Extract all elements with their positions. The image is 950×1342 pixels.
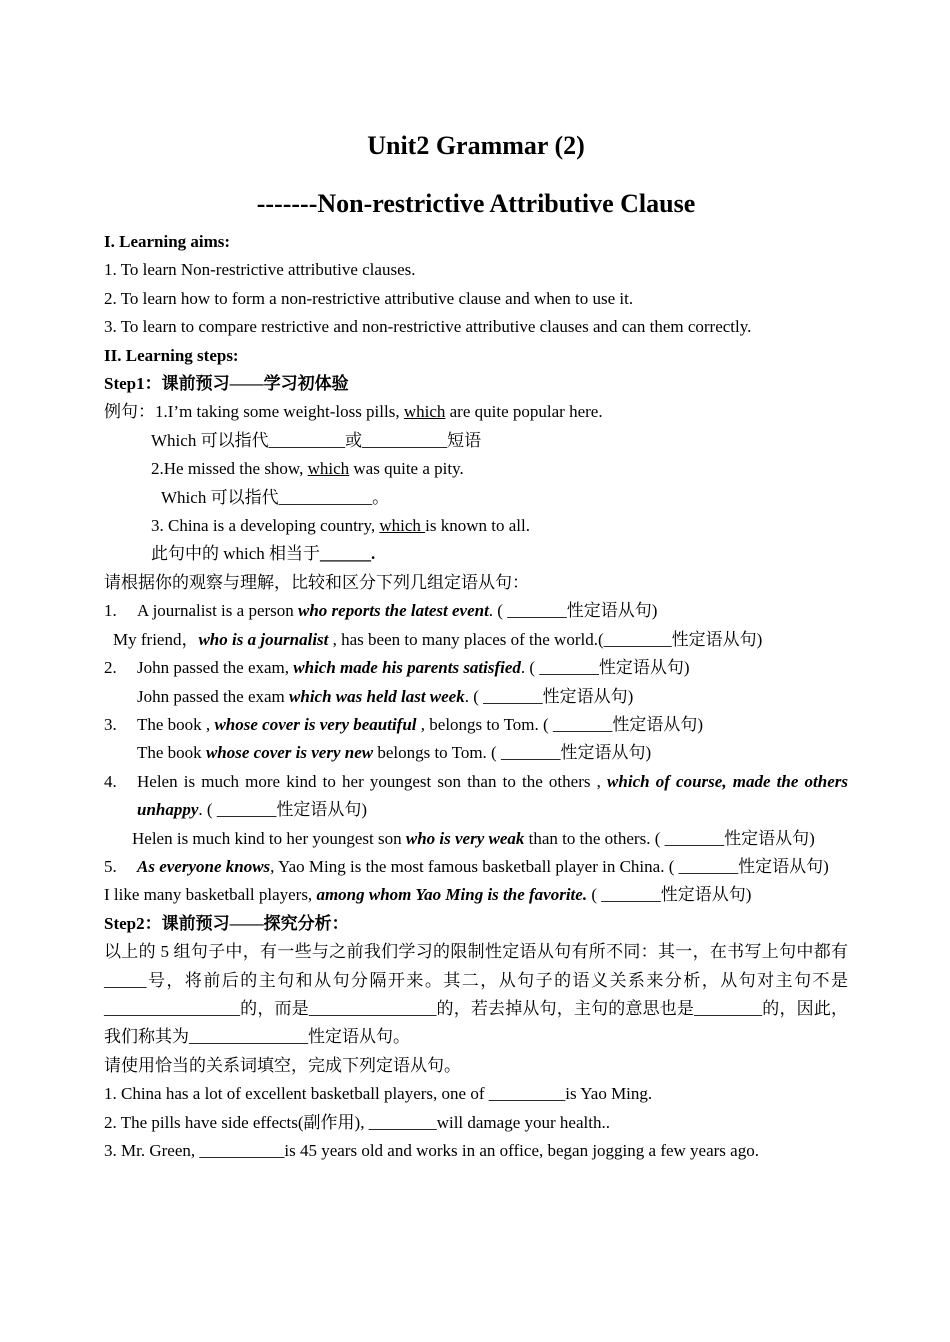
group-2-a-text: John passed the exam,	[137, 658, 294, 678]
group-5-a-blank: , Yao Ming is the most famous basketball player in China. ( _______性定语从句)	[270, 856, 829, 876]
example-1-text-end: are quite popular here.	[445, 402, 603, 422]
group-5-number: 5.	[104, 856, 117, 876]
aim-item-1: 1. To learn Non-restrictive attributive clauses.	[104, 260, 416, 280]
aim-item-3: 3. To learn to compare restrictive and non-restrictive attributive clauses and can them correctly.	[104, 317, 752, 337]
group-2-a-clause: which made his parents satisfied	[293, 658, 521, 678]
group-3-b-blank: belongs to Tom. ( _______性定语从句)	[373, 743, 652, 763]
group-4-a-clause: which of course, made the others unhappy	[137, 771, 848, 820]
group-2-b-blank: . ( _______性定语从句)	[464, 686, 634, 706]
steps-heading: II. Learning steps:	[104, 345, 239, 365]
example-2-note: Which 可以指代___________。	[161, 487, 390, 507]
fill-instruction: 请使用恰当的关系词填空，完成下列定语从句。	[104, 1055, 461, 1075]
group-2-b-clause: which was held last week	[289, 686, 465, 706]
example-1-text: 1.I’m taking some weight-loss pills,	[155, 402, 404, 422]
group-3-b	[104, 739, 848, 767]
example-label: 例句：	[104, 402, 155, 422]
group-4-a-text: Helen is much more kind to her youngest son than to the others ,	[137, 771, 608, 791]
group-1-a	[104, 597, 848, 625]
group-3-b-clause: whose cover is very new	[205, 743, 374, 763]
group-2-a	[104, 654, 848, 682]
group-1-b	[104, 626, 848, 654]
example-1-relative-word: which	[403, 402, 446, 422]
group-1-b-clause: who is a journalist	[198, 629, 329, 649]
example-3-note-blank: ______.	[320, 544, 376, 564]
group-1-a-text: A journalist is a person	[137, 601, 299, 621]
example-2	[104, 455, 848, 483]
group-4-b-clause: who is very weak	[405, 828, 525, 848]
group-1-b-text: My friend，	[113, 629, 199, 649]
example-2-text: 2.He missed the show,	[151, 459, 308, 479]
group-1-a-clause: who reports the latest event	[298, 601, 489, 621]
group-4-a	[104, 768, 848, 825]
example-1	[104, 398, 848, 426]
example-3-text-end: is known to all.	[425, 516, 530, 536]
group-4-number: 4.	[104, 771, 117, 791]
group-2-b	[104, 683, 848, 711]
group-5-b-blank: ( _______性定语从句)	[587, 885, 752, 905]
group-3-a-text: The book ,	[137, 714, 215, 734]
aim-item-2: 2. To learn how to form a non-restrictive attributive clause and when to use it.	[104, 288, 634, 308]
group-4-a-blank: . ( _______性定语从句)	[198, 800, 367, 820]
group-5-a	[104, 853, 848, 881]
group-2-a-blank: . ( _______性定语从句)	[520, 658, 690, 678]
example-3-text: 3. China is a developing country,	[151, 516, 380, 536]
group-5-b-text: I like many basketball players,	[104, 885, 317, 905]
fill-item-2: 2. The pills have side effects(副作用), ________will damage your health..	[104, 1112, 610, 1132]
group-5-a-clause: As everyone knows	[137, 856, 271, 876]
group-3-a-clause: whose cover is very beautiful	[214, 714, 417, 734]
aims-heading: I. Learning aims:	[104, 232, 231, 251]
group-4-b-blank: than to the others. ( _______性定语从句)	[524, 828, 815, 848]
step1-heading: Step1：课前预习——学习初体验	[104, 374, 349, 394]
group-4-b	[104, 825, 848, 853]
group-2-b-text: John passed the exam	[137, 686, 290, 706]
document-page	[104, 128, 848, 1165]
group-1-number: 1.	[104, 601, 117, 621]
example-2-text-end: was quite a pity.	[349, 459, 464, 479]
example-2-relative-word: which	[307, 459, 350, 479]
fill-item-1: 1. China has a lot of excellent basketball players, one of _________is Yao Ming.	[104, 1084, 653, 1104]
step2-heading: Step2：课前预习——探究分析：	[104, 913, 349, 933]
group-3-a-blank: , belongs to Tom. ( _______性定语从句)	[416, 714, 704, 734]
fill-item-3: 3. Mr. Green, __________is 45 years old and works in an office, began jogging a few years ago.	[104, 1141, 759, 1160]
example-3-note	[104, 540, 848, 568]
group-5-b	[104, 881, 848, 909]
example-1-note: Which 可以指代_________或__________短语	[151, 430, 482, 450]
example-3-relative-word: which	[379, 516, 426, 536]
group-5-b-clause: among whom Yao Ming is the favorite.	[316, 885, 588, 905]
group-3-b-text: The book	[137, 743, 206, 763]
document-title: Unit2 Grammar (2)	[367, 131, 585, 160]
compare-instruction: 请根据你的观察与理解，比较和区分下列几组定语从句：	[104, 572, 529, 592]
group-3-number: 3.	[104, 714, 117, 734]
group-1-a-blank: . ( _______性定语从句)	[488, 601, 658, 621]
group-1-b-blank: , has been to many places of the world.(________性定语从句)	[328, 629, 763, 649]
group-4-b-text: Helen is much kind to her youngest son	[132, 828, 406, 848]
group-2-number: 2.	[104, 658, 117, 678]
example-3	[104, 512, 848, 540]
example-3-note-text: 此句中的 which 相当于	[151, 544, 321, 564]
document-subtitle: -------Non-restrictive Attributive Clause	[256, 189, 696, 218]
step2-paragraph: 以上的 5 组句子中，有一些与之前我们学习的限制性定语从句有所不同：其一，在书写上句中都有_____号，将前后的主句和从句分隔开来。其二，从句子的语义关系来分析，从句对主句不是________________的，而是_______________的，若去掉从句，主句的意思也是________的，因此，我们称其为______________性定语从句。	[104, 942, 848, 1047]
group-3-a	[104, 711, 848, 739]
document-body	[104, 228, 848, 1165]
